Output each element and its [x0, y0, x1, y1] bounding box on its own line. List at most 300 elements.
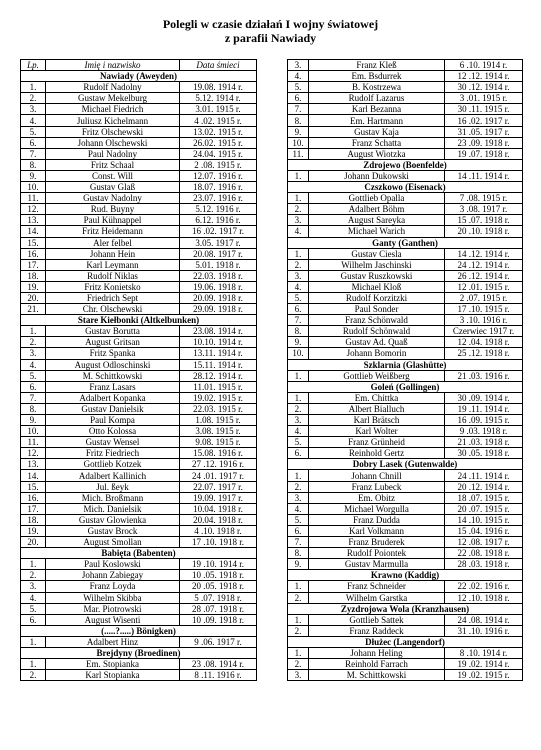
table-row [288, 470, 523, 481]
row-date: 3.01. 1915 r. [180, 104, 257, 115]
table-row [21, 437, 257, 448]
row-number: 20. [21, 292, 46, 303]
row-number: 6. [21, 614, 46, 625]
row-name: Rudolf Nadolny [46, 82, 180, 93]
row-number: 6. [288, 448, 309, 459]
table-row [21, 259, 257, 270]
row-name: Franz Loyda [46, 581, 180, 592]
row-date: 28 .07. 1918 r. [180, 603, 257, 614]
row-name: Fritz Spanka [46, 348, 180, 359]
table-row [21, 104, 257, 115]
table-row [21, 170, 257, 181]
section-heading: Zyzdrojowa Wola (Kranzhausen) [288, 603, 523, 614]
row-number: 1. [288, 647, 309, 658]
row-number: 5. [21, 603, 46, 614]
table-row [21, 292, 257, 303]
table-row [288, 315, 523, 326]
row-number: 3. [21, 581, 46, 592]
table-row [21, 193, 257, 204]
row-number: 2. [21, 337, 46, 348]
row-date: 20.08. 1917 r. [180, 248, 257, 259]
row-number: 2. [288, 204, 309, 215]
row-date: 12 .08. 1917 r. [445, 537, 523, 548]
row-number: 3. [288, 415, 309, 426]
row-name: B. Kostrzewa [309, 82, 445, 93]
row-name: Juliusz Kichelmann [46, 115, 180, 126]
row-number: 8. [21, 403, 46, 414]
table-row [21, 93, 257, 104]
row-name: Johann Hein [46, 248, 180, 259]
row-name: Karl Volkmann [309, 525, 445, 536]
row-date: 23 .09. 1918 r. [445, 137, 523, 148]
header-date: Data śmieci [180, 60, 257, 71]
row-date: 27 .12. 1916 r. [180, 459, 257, 470]
row-number: 1. [288, 392, 309, 403]
row-name: Johann Chnill [309, 470, 445, 481]
table-row [288, 659, 523, 670]
row-number: 7. [288, 315, 309, 326]
row-number: 12. [21, 204, 46, 215]
row-date: 14 .12. 1914 r. [445, 248, 523, 259]
row-number: 14. [21, 470, 46, 481]
row-date: 20 .12. 1914 r. [445, 481, 523, 492]
row-date: 12.07. 1916 r. [180, 170, 257, 181]
row-name: Wilhelm Jaschinski [309, 259, 445, 270]
row-date: 5.01. 1918 r. [180, 259, 257, 270]
row-number: 8. [21, 159, 46, 170]
row-name: Franz Lubeck [309, 481, 445, 492]
table-row [21, 137, 257, 148]
row-date: 4 .10. 1918 r. [180, 525, 257, 536]
row-date: 13.02. 1915 r. [180, 126, 257, 137]
table-row [288, 337, 523, 348]
row-date: 22.03. 1915 r. [180, 403, 257, 414]
row-number: 4. [288, 226, 309, 237]
row-number: 6. [288, 93, 309, 104]
table-row [288, 104, 523, 115]
row-number: 1. [21, 559, 46, 570]
section-row [288, 381, 523, 392]
row-date: 30 .11. 1915 r. [445, 104, 523, 115]
row-name: Gustav Wensel [46, 437, 180, 448]
row-name: Adalbert Kopanka [46, 392, 180, 403]
table-row [288, 481, 523, 492]
row-number: 4. [21, 359, 46, 370]
row-number: 13. [21, 459, 46, 470]
row-number: 1. [21, 636, 46, 647]
table-row [288, 614, 523, 625]
table-row [288, 292, 523, 303]
table-row [288, 170, 523, 181]
row-date: 6.12. 1916 r. [180, 215, 257, 226]
row-number: 20. [21, 537, 46, 548]
row-number: 10. [288, 137, 309, 148]
row-name: Em. Obitz [309, 492, 445, 503]
row-date: 21 .03. 1918 r. [445, 437, 523, 448]
casualties-table-left [20, 59, 257, 681]
row-number: 9. [288, 126, 309, 137]
row-name: Fritz Konietsko [46, 281, 180, 292]
row-number: 13. [21, 215, 46, 226]
table-row [21, 403, 257, 414]
row-name: Karl Wolter [309, 426, 445, 437]
row-date: 8 .10. 1914 r. [445, 647, 523, 658]
table-row [21, 426, 257, 437]
row-name: Johann Dukowski [309, 170, 445, 181]
row-number: 11. [21, 437, 46, 448]
row-name: Adalbert Kallinich [46, 470, 180, 481]
row-date: 5 .07. 1918 r. [180, 592, 257, 603]
row-number: 9. [288, 337, 309, 348]
row-name: Johann Heling [309, 647, 445, 658]
row-name: Franz Dudda [309, 514, 445, 525]
row-name: Gustav Borutta [46, 326, 180, 337]
row-number: 1. [288, 248, 309, 259]
row-name: Gottlieb Sattek [309, 614, 445, 625]
row-number: 3. [288, 60, 309, 71]
row-number: 8. [288, 115, 309, 126]
row-name: Paul Koslowski [46, 559, 180, 570]
row-name: Franz Schönwald [309, 315, 445, 326]
row-name: Karl Brätsch [309, 415, 445, 426]
row-date: 10 .05. 1918 r. [180, 570, 257, 581]
table-row [21, 559, 257, 570]
row-name: Johann Bomorin [309, 348, 445, 359]
section-heading: Stare Kiełbonki (Altkelbunken) [21, 315, 257, 326]
row-name: Const. Will [46, 170, 180, 181]
table-row [21, 392, 257, 403]
row-name: Albert Bialluch [309, 403, 445, 414]
row-date: 21 .03. 1916 r. [445, 370, 523, 381]
row-name: Gottlieb Kotzek [46, 459, 180, 470]
section-row [288, 237, 523, 248]
row-date: 12 .04. 1918 r. [445, 337, 523, 348]
row-date: 26 .12. 1914 r. [445, 270, 523, 281]
row-date: 19.08. 1914 r. [180, 82, 257, 93]
table-row [288, 392, 523, 403]
row-name: Gustav Glaß [46, 182, 180, 193]
table-row [288, 259, 523, 270]
section-heading: Zdrojewo (Boenfelde) [288, 159, 523, 170]
row-number: 17. [21, 503, 46, 514]
row-date: 18 .07. 1915 r. [445, 492, 523, 503]
row-name: Fritz Olschewski [46, 126, 180, 137]
row-number: 6. [288, 525, 309, 536]
row-date: 3.08. 1915 r. [180, 426, 257, 437]
row-name: August Wisenti [46, 614, 180, 625]
row-name: Fritz Heidemann [46, 226, 180, 237]
table-row [288, 370, 523, 381]
row-name: Jul. ßeyk [46, 481, 180, 492]
row-name: Mar. Piotrowski [46, 603, 180, 614]
row-number: 4. [21, 592, 46, 603]
row-number: 5. [21, 126, 46, 137]
table-row [21, 115, 257, 126]
row-name: Rudolf Schönwald [309, 326, 445, 337]
row-number: 18. [21, 270, 46, 281]
row-name: Fritz Fiedriech [46, 448, 180, 459]
table-row [288, 514, 523, 525]
row-number: 1. [288, 170, 309, 181]
row-name: M. Schittkowski [309, 670, 445, 681]
table-row [21, 148, 257, 159]
section-row [288, 636, 523, 647]
row-date: 14 .10. 1915 r. [445, 514, 523, 525]
table-row [288, 559, 523, 570]
row-date: 28.12. 1914 r. [180, 370, 257, 381]
row-date: 9 .06. 1917 r. [180, 636, 257, 647]
table-row [21, 492, 257, 503]
table-row [21, 581, 257, 592]
table-row [21, 670, 257, 681]
section-row [288, 182, 523, 193]
table-row [288, 537, 523, 548]
row-number: 1. [21, 659, 46, 670]
row-name: Mich. Danielsik [46, 503, 180, 514]
table-row [21, 182, 257, 193]
row-date: 14 .11. 1914 r. [445, 170, 523, 181]
row-name: Gustaw Mekelburg [46, 93, 180, 104]
row-number: 4. [288, 503, 309, 514]
table-row [288, 403, 523, 414]
table-header-row [21, 60, 257, 71]
row-number: 2. [288, 259, 309, 270]
table-row [21, 592, 257, 603]
row-number: 1. [288, 470, 309, 481]
row-name: Gottlieb Weißberg [309, 370, 445, 381]
table-row [21, 215, 257, 226]
row-name: Karl Stopianka [46, 670, 180, 681]
row-date: 5.12. 1914 r. [180, 93, 257, 104]
row-number: 9. [21, 170, 46, 181]
row-name: Em. Stopianka [46, 659, 180, 670]
row-name: Paul Nadolny [46, 148, 180, 159]
table-row [21, 159, 257, 170]
row-number: 2. [21, 670, 46, 681]
row-number: 1. [21, 82, 46, 93]
row-date: 30 .09. 1914 r. [445, 392, 523, 403]
table-row [288, 137, 523, 148]
row-name: Paul Kühnappel [46, 215, 180, 226]
table-row [288, 215, 523, 226]
row-date: 7 .08. 1915 r. [445, 193, 523, 204]
row-date: 15 .04. 1916 r. [445, 525, 523, 536]
table-row [288, 204, 523, 215]
row-name: Aler felbel [46, 237, 180, 248]
row-date: 3 .08. 1917 r. [445, 204, 523, 215]
row-name: Reinhold Farrach [309, 659, 445, 670]
table-row [288, 548, 523, 559]
row-date: 20 .07. 1915 r. [445, 503, 523, 514]
row-name: Franz Schatta [309, 137, 445, 148]
row-date: 24 .11. 1914 r. [445, 470, 523, 481]
row-date: 6 .10. 1914 r. [445, 60, 523, 71]
row-date: 18.07. 1916 r. [180, 182, 257, 193]
table-row [21, 304, 257, 315]
table-row [288, 348, 523, 359]
table-row [21, 204, 257, 215]
row-date: 23 .08. 1914 r. [180, 659, 257, 670]
row-date: 13.11. 1914 r. [180, 348, 257, 359]
table-row [21, 126, 257, 137]
row-name: Em. Chittka [309, 392, 445, 403]
row-name: Adalbert Hinz [46, 636, 180, 647]
row-date: 23.08. 1914 r. [180, 326, 257, 337]
row-date: 26.02. 1915 r. [180, 137, 257, 148]
row-date: 8 .11. 1916 r. [180, 670, 257, 681]
row-number: 3. [21, 348, 46, 359]
row-date: 19.09. 1917 r. [180, 492, 257, 503]
table-row [288, 148, 523, 159]
row-date: 22.03. 1918 r. [180, 270, 257, 281]
row-name: Gustav Brock [46, 525, 180, 536]
row-number: 9. [288, 559, 309, 570]
row-number: 4. [288, 426, 309, 437]
row-name: Em. Hartmann [309, 115, 445, 126]
row-number: 6. [288, 304, 309, 315]
header-name: Imię i nazwisko [46, 60, 180, 71]
row-number: 2. [288, 659, 309, 670]
row-name: Rudolf Lazarus [309, 93, 445, 104]
row-date: 15 .07. 1918 r. [445, 215, 523, 226]
row-number: 3. [288, 215, 309, 226]
row-date: 2 .07. 1915 r. [445, 292, 523, 303]
section-heading: Goleń (Gollingen) [288, 381, 523, 392]
row-number: 5. [288, 82, 309, 93]
table-row [288, 492, 523, 503]
row-date: 12 .12. 1914 r. [445, 71, 523, 82]
table-row [288, 193, 523, 204]
casualties-table-right [287, 59, 523, 681]
row-name: Gustav Ruszkowski [309, 270, 445, 281]
row-number: 4. [288, 281, 309, 292]
row-number: 9. [21, 415, 46, 426]
row-number: 21. [21, 304, 46, 315]
row-name: Mich. Broßmann [46, 492, 180, 503]
table-row [21, 525, 257, 536]
row-number: 10. [288, 348, 309, 359]
section-row [288, 570, 523, 581]
table-row [21, 82, 257, 93]
row-date: 10.10. 1914 r. [180, 337, 257, 348]
row-date: 9.08. 1915 r. [180, 437, 257, 448]
row-date: 16 .02. 1917 r. [180, 226, 257, 237]
row-number: 8. [288, 326, 309, 337]
row-name: Gustav Danielsik [46, 403, 180, 414]
table-row [21, 337, 257, 348]
row-name: August Odloschinski [46, 359, 180, 370]
table-row [288, 625, 523, 636]
row-date: 1.08. 1915 r. [180, 415, 257, 426]
row-date: 19.06. 1918 r. [180, 281, 257, 292]
section-row [288, 359, 523, 370]
row-number: 2. [288, 592, 309, 603]
row-name: Johann Olschewski [46, 137, 180, 148]
row-date: 3.05. 1917 r. [180, 237, 257, 248]
row-number: 15. [21, 481, 46, 492]
row-date: 4 .02. 1915 r. [180, 115, 257, 126]
row-date: 19 .02. 1914 r. [445, 659, 523, 670]
row-number: 15. [21, 237, 46, 248]
row-name: Michael Warich [309, 226, 445, 237]
row-date: 31 .10. 1916 r. [445, 625, 523, 636]
row-number: 5. [288, 514, 309, 525]
table-row [21, 359, 257, 370]
table-row [21, 636, 257, 647]
table-row [21, 348, 257, 359]
row-number: 2. [21, 93, 46, 104]
row-number: 10. [21, 182, 46, 193]
row-date: 22 .02. 1916 r. [445, 581, 523, 592]
row-date: 31 .05. 1917 r. [445, 126, 523, 137]
row-name: August Gritsan [46, 337, 180, 348]
row-name: Gustav Nadolny [46, 193, 180, 204]
row-date: 30 .12. 1914 r. [445, 82, 523, 93]
section-row [21, 548, 257, 559]
row-date: 16 .02. 1917 r. [445, 115, 523, 126]
section-heading: Brejdyny (Broedinen) [21, 647, 257, 658]
row-name: Gustav Ciesla [309, 248, 445, 259]
row-name: Gustav Glowienka [46, 514, 180, 525]
table-row [288, 426, 523, 437]
table-row [288, 248, 523, 259]
table-row [288, 670, 523, 681]
row-number: 5. [288, 292, 309, 303]
row-date: 17 .10. 1915 r. [445, 304, 523, 315]
row-date: 22 .08. 1918 r. [445, 548, 523, 559]
row-name: Gustav Marmulla [309, 559, 445, 570]
row-number: 7. [288, 104, 309, 115]
table-row [288, 448, 523, 459]
table-row [21, 514, 257, 525]
table-row [288, 415, 523, 426]
section-row [288, 159, 523, 170]
header-lp: Lp. [21, 60, 46, 71]
section-heading: Babięta (Babenten) [21, 548, 257, 559]
table-row [288, 270, 523, 281]
row-number: 10. [21, 426, 46, 437]
row-name: Michael Fiedrich [46, 104, 180, 115]
row-date: 25 .12. 1918 r. [445, 348, 523, 359]
table-row [288, 71, 523, 82]
row-name: Adalbert Böhm [309, 204, 445, 215]
row-name: August Wiotzka [309, 148, 445, 159]
table-row [21, 237, 257, 248]
row-number: 11. [21, 193, 46, 204]
table-row [288, 647, 523, 658]
table-row [288, 115, 523, 126]
table-row [21, 415, 257, 426]
row-date: 29.09. 1918 r. [180, 304, 257, 315]
row-date: 12 .01. 1915 r. [445, 281, 523, 292]
section-heading: Dłużec (Langendorf) [288, 636, 523, 647]
table-row [21, 270, 257, 281]
row-number: 3. [288, 270, 309, 281]
row-number: 8. [288, 548, 309, 559]
row-name: Franz Grünheid [309, 437, 445, 448]
table-row [21, 281, 257, 292]
row-number: 4. [21, 115, 46, 126]
row-number: 1. [288, 370, 309, 381]
table-row [288, 82, 523, 93]
row-date: 19 .11. 1914 r. [445, 403, 523, 414]
table-row [21, 448, 257, 459]
section-heading: Ganty (Ganthen) [288, 237, 523, 248]
row-number: 11. [288, 148, 309, 159]
table-row [288, 592, 523, 603]
table-row [288, 525, 523, 536]
row-name: M. Schittkowski [46, 370, 180, 381]
